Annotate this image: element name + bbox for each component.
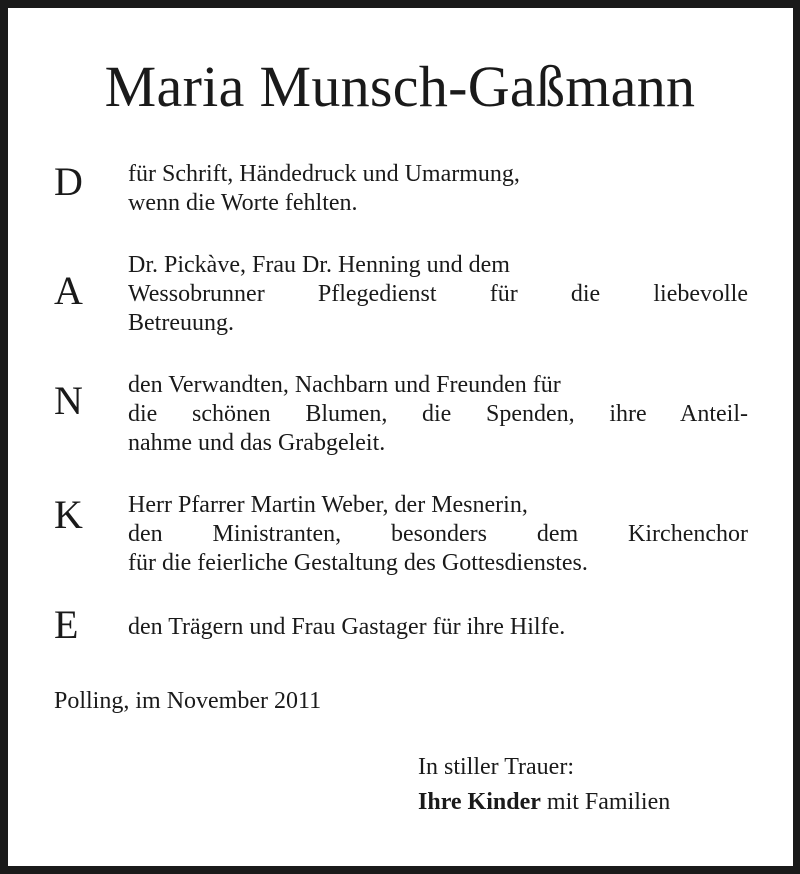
section-letter: E <box>54 602 79 647</box>
signature-line-1: In stiller Trauer: <box>418 754 574 780</box>
signature-rest: mit Familien <box>540 789 671 815</box>
signature-line-2 <box>418 787 758 817</box>
section-letter: K <box>54 492 83 537</box>
text-line: für die feierliche Gestaltung des Gottesdienstes. <box>128 550 588 576</box>
section-letter: N <box>54 378 83 423</box>
section-text <box>128 251 748 338</box>
text-line: Betreuung. <box>128 310 234 336</box>
section-text <box>128 613 748 642</box>
text-line: Herr Pfarrer Martin Weber, der Mesnerin, <box>128 492 528 518</box>
text-line: für Schrift, Händedruck und Umarmung, <box>128 161 520 187</box>
text-line: wenn die Worte fehlten. <box>128 190 358 216</box>
section-text <box>128 160 748 218</box>
section-letter: A <box>54 268 83 313</box>
text-line: nahme und das Grabgeleit. <box>128 430 386 456</box>
signature-bold: Ihre Kinder <box>418 789 541 815</box>
notice-title: Maria Munsch-Gaßmann <box>104 54 696 119</box>
text-line: den Ministranten, besonders dem Kirchenchor <box>128 521 748 547</box>
text-line: die schönen Blumen, die Spenden, ihre Anteil- <box>128 401 748 427</box>
section-text <box>128 491 748 578</box>
text-line: den Verwandten, Nachbarn und Freunden für <box>128 372 561 398</box>
section-text <box>128 371 748 458</box>
place-date: Polling, im November 2011 <box>54 688 322 714</box>
text-line: Wessobrunner Pflegedienst für die liebevolle <box>128 281 748 307</box>
text-line: Dr. Pickàve, Frau Dr. Henning und dem <box>128 252 510 278</box>
text-line: den Trägern und Frau Gastager für ihre Hilfe. <box>128 614 566 640</box>
section-letter: D <box>54 159 83 204</box>
